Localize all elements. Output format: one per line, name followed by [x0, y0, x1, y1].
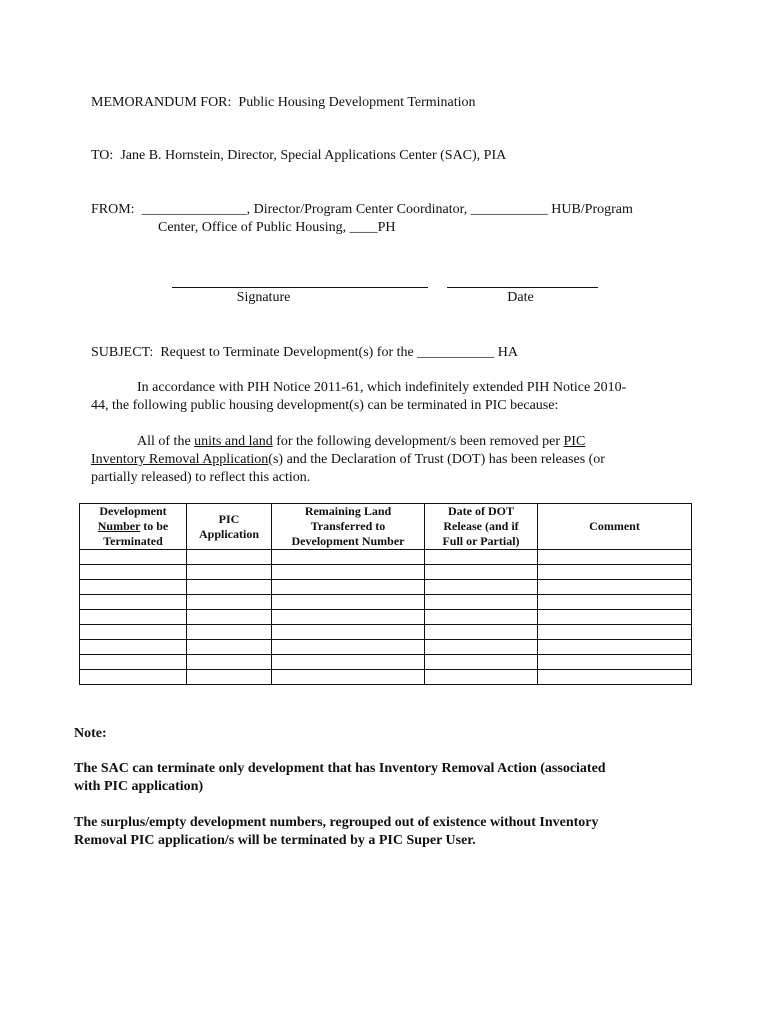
- table-cell[interactable]: [538, 670, 692, 685]
- table-cell[interactable]: [272, 655, 425, 670]
- table-cell[interactable]: [80, 625, 187, 640]
- table-cell[interactable]: [187, 625, 272, 640]
- subject-line: [91, 344, 518, 362]
- table-cell[interactable]: [538, 565, 692, 580]
- memo-value: Public Housing Development Termination: [238, 95, 476, 110]
- table-cell[interactable]: [538, 550, 692, 565]
- table-row: [80, 625, 692, 640]
- to-line: [91, 147, 506, 165]
- table-cell[interactable]: [425, 610, 538, 625]
- table-row: [80, 655, 692, 670]
- table-cell[interactable]: [187, 655, 272, 670]
- table-cell[interactable]: [425, 550, 538, 565]
- table-cell[interactable]: [272, 580, 425, 595]
- paragraph2-line3: partially released) to reflect this action.: [91, 470, 311, 485]
- table-row: [80, 640, 692, 655]
- table-cell[interactable]: [272, 670, 425, 685]
- header-date-of-dot: Date of DOT Release (and if Full or Partial): [425, 504, 538, 550]
- table-cell[interactable]: [80, 640, 187, 655]
- to-label: TO:: [91, 148, 114, 163]
- table-cell[interactable]: [425, 640, 538, 655]
- table-cell[interactable]: [425, 565, 538, 580]
- note-heading: Note:: [74, 726, 107, 741]
- table-cell[interactable]: [272, 640, 425, 655]
- signature-label: Signature: [236, 290, 291, 305]
- to-value: Jane B. Hornstein, Director, Special Applications Center (SAC), PIA: [120, 148, 507, 163]
- table-cell[interactable]: [425, 655, 538, 670]
- table-cell[interactable]: [187, 595, 272, 610]
- from-value-line1: _______________, Director/Program Center Coordinator, ___________ HUB/Program: [141, 202, 633, 217]
- signature-line: [172, 287, 428, 288]
- table-cell[interactable]: [538, 655, 692, 670]
- table-cell[interactable]: [187, 580, 272, 595]
- table-cell[interactable]: [425, 625, 538, 640]
- table-cell[interactable]: [425, 580, 538, 595]
- table-body: [80, 550, 692, 685]
- table-row: [80, 550, 692, 565]
- table-cell[interactable]: [187, 670, 272, 685]
- table-row: [80, 580, 692, 595]
- paragraph2-line1: [137, 433, 585, 451]
- memo-line: [91, 94, 476, 112]
- table-cell[interactable]: [187, 565, 272, 580]
- table-cell[interactable]: [80, 610, 187, 625]
- table-row: [80, 610, 692, 625]
- table-row: [80, 565, 692, 580]
- subject-label: SUBJECT:: [91, 345, 154, 360]
- from-line-1: [91, 201, 633, 219]
- table-cell[interactable]: [538, 625, 692, 640]
- units-and-land-text: units and land: [194, 434, 273, 449]
- table-cell[interactable]: [187, 550, 272, 565]
- note-paragraph2-line1: The surplus/empty development numbers, regrouped out of existence without Inventory: [74, 815, 599, 830]
- table-cell[interactable]: [425, 670, 538, 685]
- paragraph2-line2: [91, 451, 605, 469]
- table-cell[interactable]: [538, 580, 692, 595]
- table-cell[interactable]: [272, 610, 425, 625]
- paragraph1-line2: 44, the following public housing development(s) can be terminated in PIC because:: [91, 398, 559, 413]
- from-line-2: Center, Office of Public Housing, ____PH: [158, 220, 396, 235]
- table-cell[interactable]: [425, 595, 538, 610]
- table-cell[interactable]: [272, 625, 425, 640]
- subject-value: Request to Terminate Development(s) for the ___________ HA: [160, 345, 518, 360]
- table-cell[interactable]: [80, 550, 187, 565]
- header-remaining-land: Remaining Land Transferred to Development Number: [272, 504, 425, 550]
- note-paragraph1-line1: The SAC can terminate only development that has Inventory Removal Action (associated: [74, 761, 606, 776]
- note-paragraph1-line2: with PIC application): [74, 779, 204, 794]
- table-cell[interactable]: [538, 595, 692, 610]
- pic-link-text: PIC: [563, 434, 586, 449]
- table-cell[interactable]: [80, 565, 187, 580]
- paragraph2-text: (s) and the Declaration of Trust (DOT) has been releases (or: [268, 452, 605, 467]
- memo-label: MEMORANDUM FOR:: [91, 95, 232, 110]
- table-cell[interactable]: [272, 550, 425, 565]
- table-cell[interactable]: [80, 580, 187, 595]
- table-cell[interactable]: [538, 610, 692, 625]
- table-cell[interactable]: [538, 640, 692, 655]
- paragraph2-text: for the following development/s been removed per: [272, 434, 564, 449]
- header-development-number: Development Number to be Terminated: [80, 504, 187, 550]
- table-row: [80, 595, 692, 610]
- table-header-row: [80, 504, 692, 550]
- inventory-removal-application-text: Inventory Removal Application: [91, 452, 269, 467]
- table-cell[interactable]: [187, 610, 272, 625]
- note-paragraph2-line2: Removal PIC application/s will be terminated by a PIC Super User.: [74, 833, 476, 848]
- date-line: [447, 287, 598, 288]
- table-cell[interactable]: [272, 565, 425, 580]
- table-cell[interactable]: [80, 655, 187, 670]
- paragraph1-line1: In accordance with PIH Notice 2011-61, which indefinitely extended PIH Notice 2010-: [137, 380, 627, 395]
- header-pic-application: PIC Application: [187, 504, 272, 550]
- paragraph2-text: All of the: [137, 434, 195, 449]
- development-table: [79, 503, 692, 685]
- header-comment: Comment: [538, 504, 692, 550]
- table-cell[interactable]: [80, 595, 187, 610]
- from-label: FROM:: [91, 202, 135, 217]
- table-cell[interactable]: [80, 670, 187, 685]
- table-cell[interactable]: [272, 595, 425, 610]
- date-label: Date: [507, 290, 534, 305]
- table-cell[interactable]: [187, 640, 272, 655]
- table-row: [80, 670, 692, 685]
